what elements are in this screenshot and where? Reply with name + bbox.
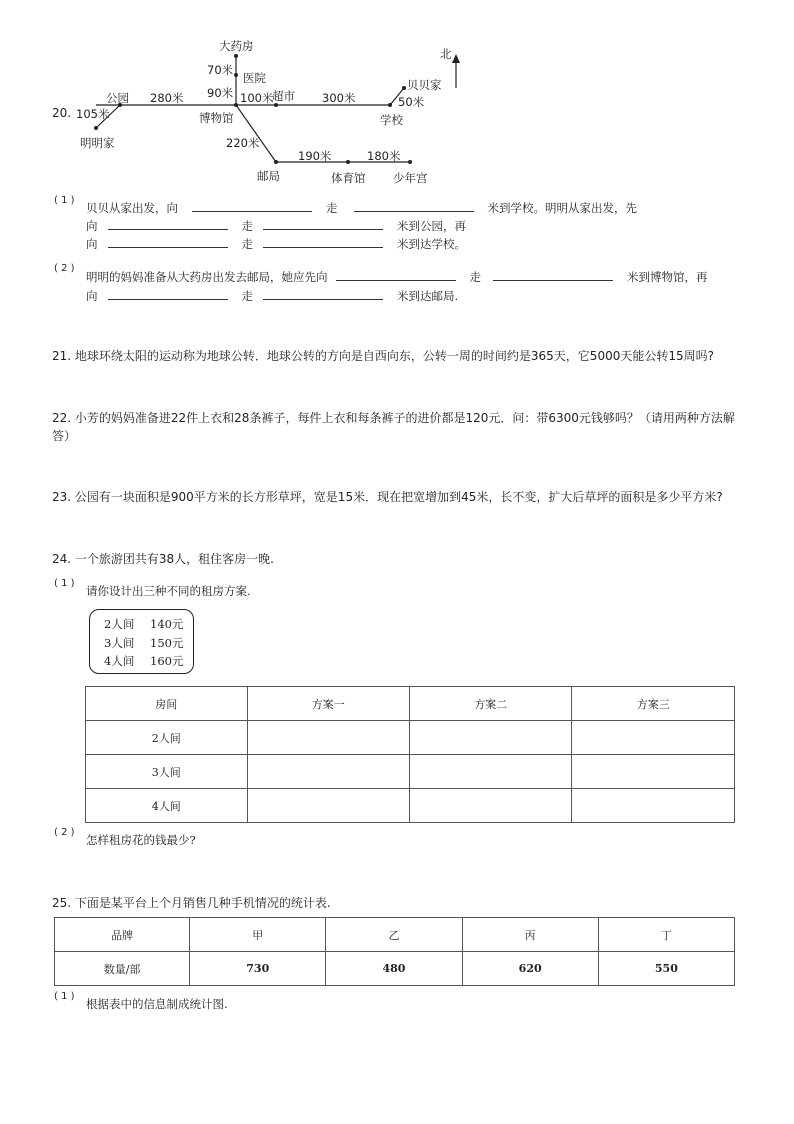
q20-part2-number: ( 2 ) [54,263,75,274]
table-cell-input[interactable] [572,755,735,789]
q23-text: 23. 公园有一块面积是900平方米的长方形草坪，宽是15米．现在把宽增加到45米，长不变，扩大后草坪的面积是多少平方米? [52,490,723,504]
map-road-museum-post [236,105,276,162]
table-row-label: 2人间 [86,721,248,755]
answer-blank[interactable] [263,217,383,230]
table-cell-input[interactable] [247,721,409,755]
table-cell-input[interactable] [409,755,571,789]
q24-part2-text: 怎样租房花的钱最少? [86,833,196,847]
map-label-220m: 220米 [226,136,260,150]
map-label-mingming: 明明家 [80,136,115,150]
table-row-label: 4人间 [86,789,248,823]
answer-blank[interactable] [192,199,312,212]
table-cell-input[interactable] [409,721,571,755]
map-label-supermarket: 超市 [272,89,295,103]
answer-blank[interactable] [108,235,228,248]
q25-part1-number: ( 1 ) [54,991,75,1002]
q20-part1-line1: 贝贝从家出发，向 走 米到学校。明明从家出发，先 [86,201,637,215]
q21-text: 21. 地球环绕太阳的运动称为地球公转．地球公转的方向是自西向东，公转一周的时间约是365天，它5000天能公转15周吗? [52,349,714,363]
map-label-park: 公园 [106,91,129,105]
price-value-4: 160元 [150,654,184,668]
map-label-gym: 体育馆 [331,171,366,185]
map-label-190m: 190米 [298,149,332,163]
table-cell-value: 550 [598,952,734,986]
table-cell-input[interactable] [247,755,409,789]
q20-part1-line3: 向 走 米到达学校。 [86,237,466,251]
table-header: 丁 [598,918,734,952]
answer-blank[interactable] [108,217,228,230]
rental-plan-table [85,686,735,823]
table-cell-input[interactable] [409,789,571,823]
price-room-3: 3人间 [104,636,135,650]
table-cell-value: 480 [326,952,462,986]
table-cell-input[interactable] [247,789,409,823]
answer-blank[interactable] [336,268,456,281]
table-header: 甲 [190,918,326,952]
map-label-youth: 少年宫 [393,171,428,185]
phone-sales-table [54,917,735,986]
q20-part2-line2: 向 走 米到达邮局. [86,289,459,303]
table-cell-value: 620 [462,952,598,986]
map-label-school: 学校 [380,113,403,127]
price-room-2: 2人间 [104,617,135,631]
table-row-label: 3人间 [86,755,248,789]
price-value-2: 140元 [150,617,184,631]
answer-blank[interactable] [493,268,613,281]
table-header: 方案一 [247,687,409,721]
map-label-beibei: 贝贝家 [407,78,442,92]
map-label-north: 北 [440,47,452,61]
map-label-50m: 50米 [398,95,425,109]
q25-text: 25. 下面是某平台上个月销售几种手机情况的统计表. [52,896,331,910]
table-cell-value: 730 [190,952,326,986]
q22-text-line1: 22. 小芳的妈妈准备进22件上衣和28条裤子，每件上衣和每条裤子的进价都是120元．问：带6300元钱够吗？（请用两种方法解 [52,411,735,425]
price-room-4: 4人间 [104,654,135,668]
q24-part1-text: 请你设计出三种不同的租房方案. [86,584,251,598]
q20-part1-number: ( 1 ) [54,195,75,206]
map-label-100m: 100米 [240,91,274,105]
table-header: 丙 [462,918,598,952]
map-label-70m: 70米 [207,63,234,77]
q20-part1-line2: 向 走 米到公园，再 [86,219,466,233]
q20-part2-line1: 明明的妈妈准备从大药房出发去邮局，她应先向 走 米到博物馆，再 [86,270,708,284]
q24-part1-number: ( 1 ) [54,578,75,589]
answer-blank[interactable] [354,199,474,212]
table-cell-input[interactable] [572,789,735,823]
map-label-museum: 博物馆 [199,111,234,125]
map-label-180m: 180米 [367,149,401,163]
table-header: 房间 [86,687,248,721]
table-header: 品牌 [55,918,190,952]
table-header: 方案二 [409,687,571,721]
answer-blank[interactable] [263,287,383,300]
map-label-90m: 90米 [207,86,234,100]
q24-part2-number: ( 2 ) [54,827,75,838]
map-label-hospital: 医院 [243,71,266,85]
table-header: 乙 [326,918,462,952]
q24-text: 24. 一个旅游团共有38人，租住客房一晚. [52,552,274,566]
table-header: 方案三 [572,687,735,721]
map-label-280m: 280米 [150,91,184,105]
answer-blank[interactable] [263,235,383,248]
price-value-3: 150元 [150,636,184,650]
q20-number: 20. [52,106,72,120]
map-label-300m: 300米 [322,91,356,105]
map-label-105m: 105米 [76,107,110,121]
answer-blank[interactable] [108,287,228,300]
q25-part1-text: 根据表中的信息制成统计图. [86,997,228,1011]
table-row-label: 数量/部 [55,952,190,986]
map-label-post: 邮局 [257,169,280,183]
q22-text-line2: 答） [52,429,77,443]
map-label-pharmacy: 大药房 [219,39,254,53]
table-cell-input[interactable] [572,721,735,755]
north-arrow-head [452,54,460,63]
